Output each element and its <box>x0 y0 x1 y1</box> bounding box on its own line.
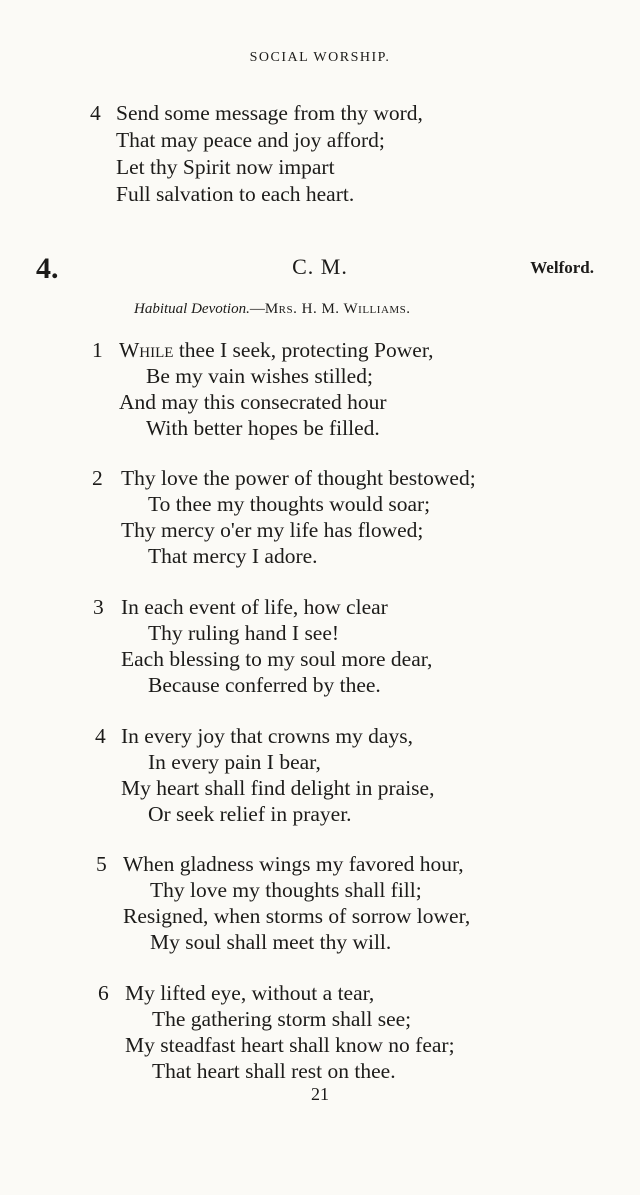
verse-line: Resigned, when storms of sorrow lower, <box>123 904 471 928</box>
verse-line: The gathering storm shall see; <box>152 1007 412 1031</box>
title-dash: — <box>249 301 265 317</box>
stanza-number: 4 <box>95 724 106 748</box>
verse-line: That mercy I adore. <box>148 544 318 568</box>
verse-line: Thy love my thoughts shall fill; <box>150 878 422 902</box>
hymn-subtitle <box>134 301 411 318</box>
verse-line: In each event of life, how clear <box>121 595 388 619</box>
verse-line: Send some message from thy word, <box>116 101 423 125</box>
stanza-number: 3 <box>93 595 104 619</box>
verse-line: My lifted eye, without a tear, <box>125 981 375 1005</box>
verse-line: My heart shall find delight in praise, <box>121 776 435 800</box>
stanza-number: 1 <box>92 338 103 362</box>
running-head: SOCIAL WORSHIP. <box>249 50 391 65</box>
verse-line: And may this consecrated hour <box>119 390 387 414</box>
verse-line: Be my vain wishes stilled; <box>146 364 373 388</box>
verse-line: That may peace and joy afford; <box>116 128 385 152</box>
verse-line: My soul shall meet thy will. <box>150 930 392 954</box>
verse-line: Each blessing to my soul more dear, <box>121 647 433 671</box>
verse-line: That heart shall rest on thee. <box>152 1059 396 1083</box>
verse-line: While thee I seek, protecting Power, <box>119 338 434 362</box>
stanza-number: 6 <box>98 981 109 1005</box>
hymn-author: Mrs. H. M. Williams. <box>264 301 411 317</box>
verse-line: Thy love the power of thought bestowed; <box>121 466 476 490</box>
verse-line: With better hopes be filled. <box>146 416 380 440</box>
verse-line: Or seek relief in prayer. <box>148 802 352 826</box>
verse-line: Because conferred by thee. <box>148 673 381 697</box>
tune-name: Welford. <box>530 258 594 277</box>
verse-line: Thy mercy o'er my life has flowed; <box>121 518 424 542</box>
verse-line: Full salvation to each heart. <box>116 182 355 206</box>
stanza-number: 4 <box>90 101 101 125</box>
verse-line: To thee my thoughts would soar; <box>148 492 431 516</box>
hymn-meter: C. M. <box>292 254 348 279</box>
verse-line: Let thy Spirit now impart <box>116 155 335 179</box>
hymn-title: Habitual Devotion. <box>134 301 250 317</box>
page-number: 21 <box>311 1084 329 1104</box>
verse-line: In every joy that crowns my days, <box>121 724 413 748</box>
stanza-number: 2 <box>92 466 103 490</box>
verse-line: When gladness wings my favored hour, <box>123 852 464 876</box>
verse-line: In every pain I bear, <box>148 750 321 774</box>
verse-line: My steadfast heart shall know no fear; <box>125 1033 455 1057</box>
stanza-number: 5 <box>96 852 107 876</box>
verse-line: Thy ruling hand I see! <box>148 621 340 645</box>
first-word: While <box>119 338 174 362</box>
hymn-number: 4. <box>36 252 59 285</box>
